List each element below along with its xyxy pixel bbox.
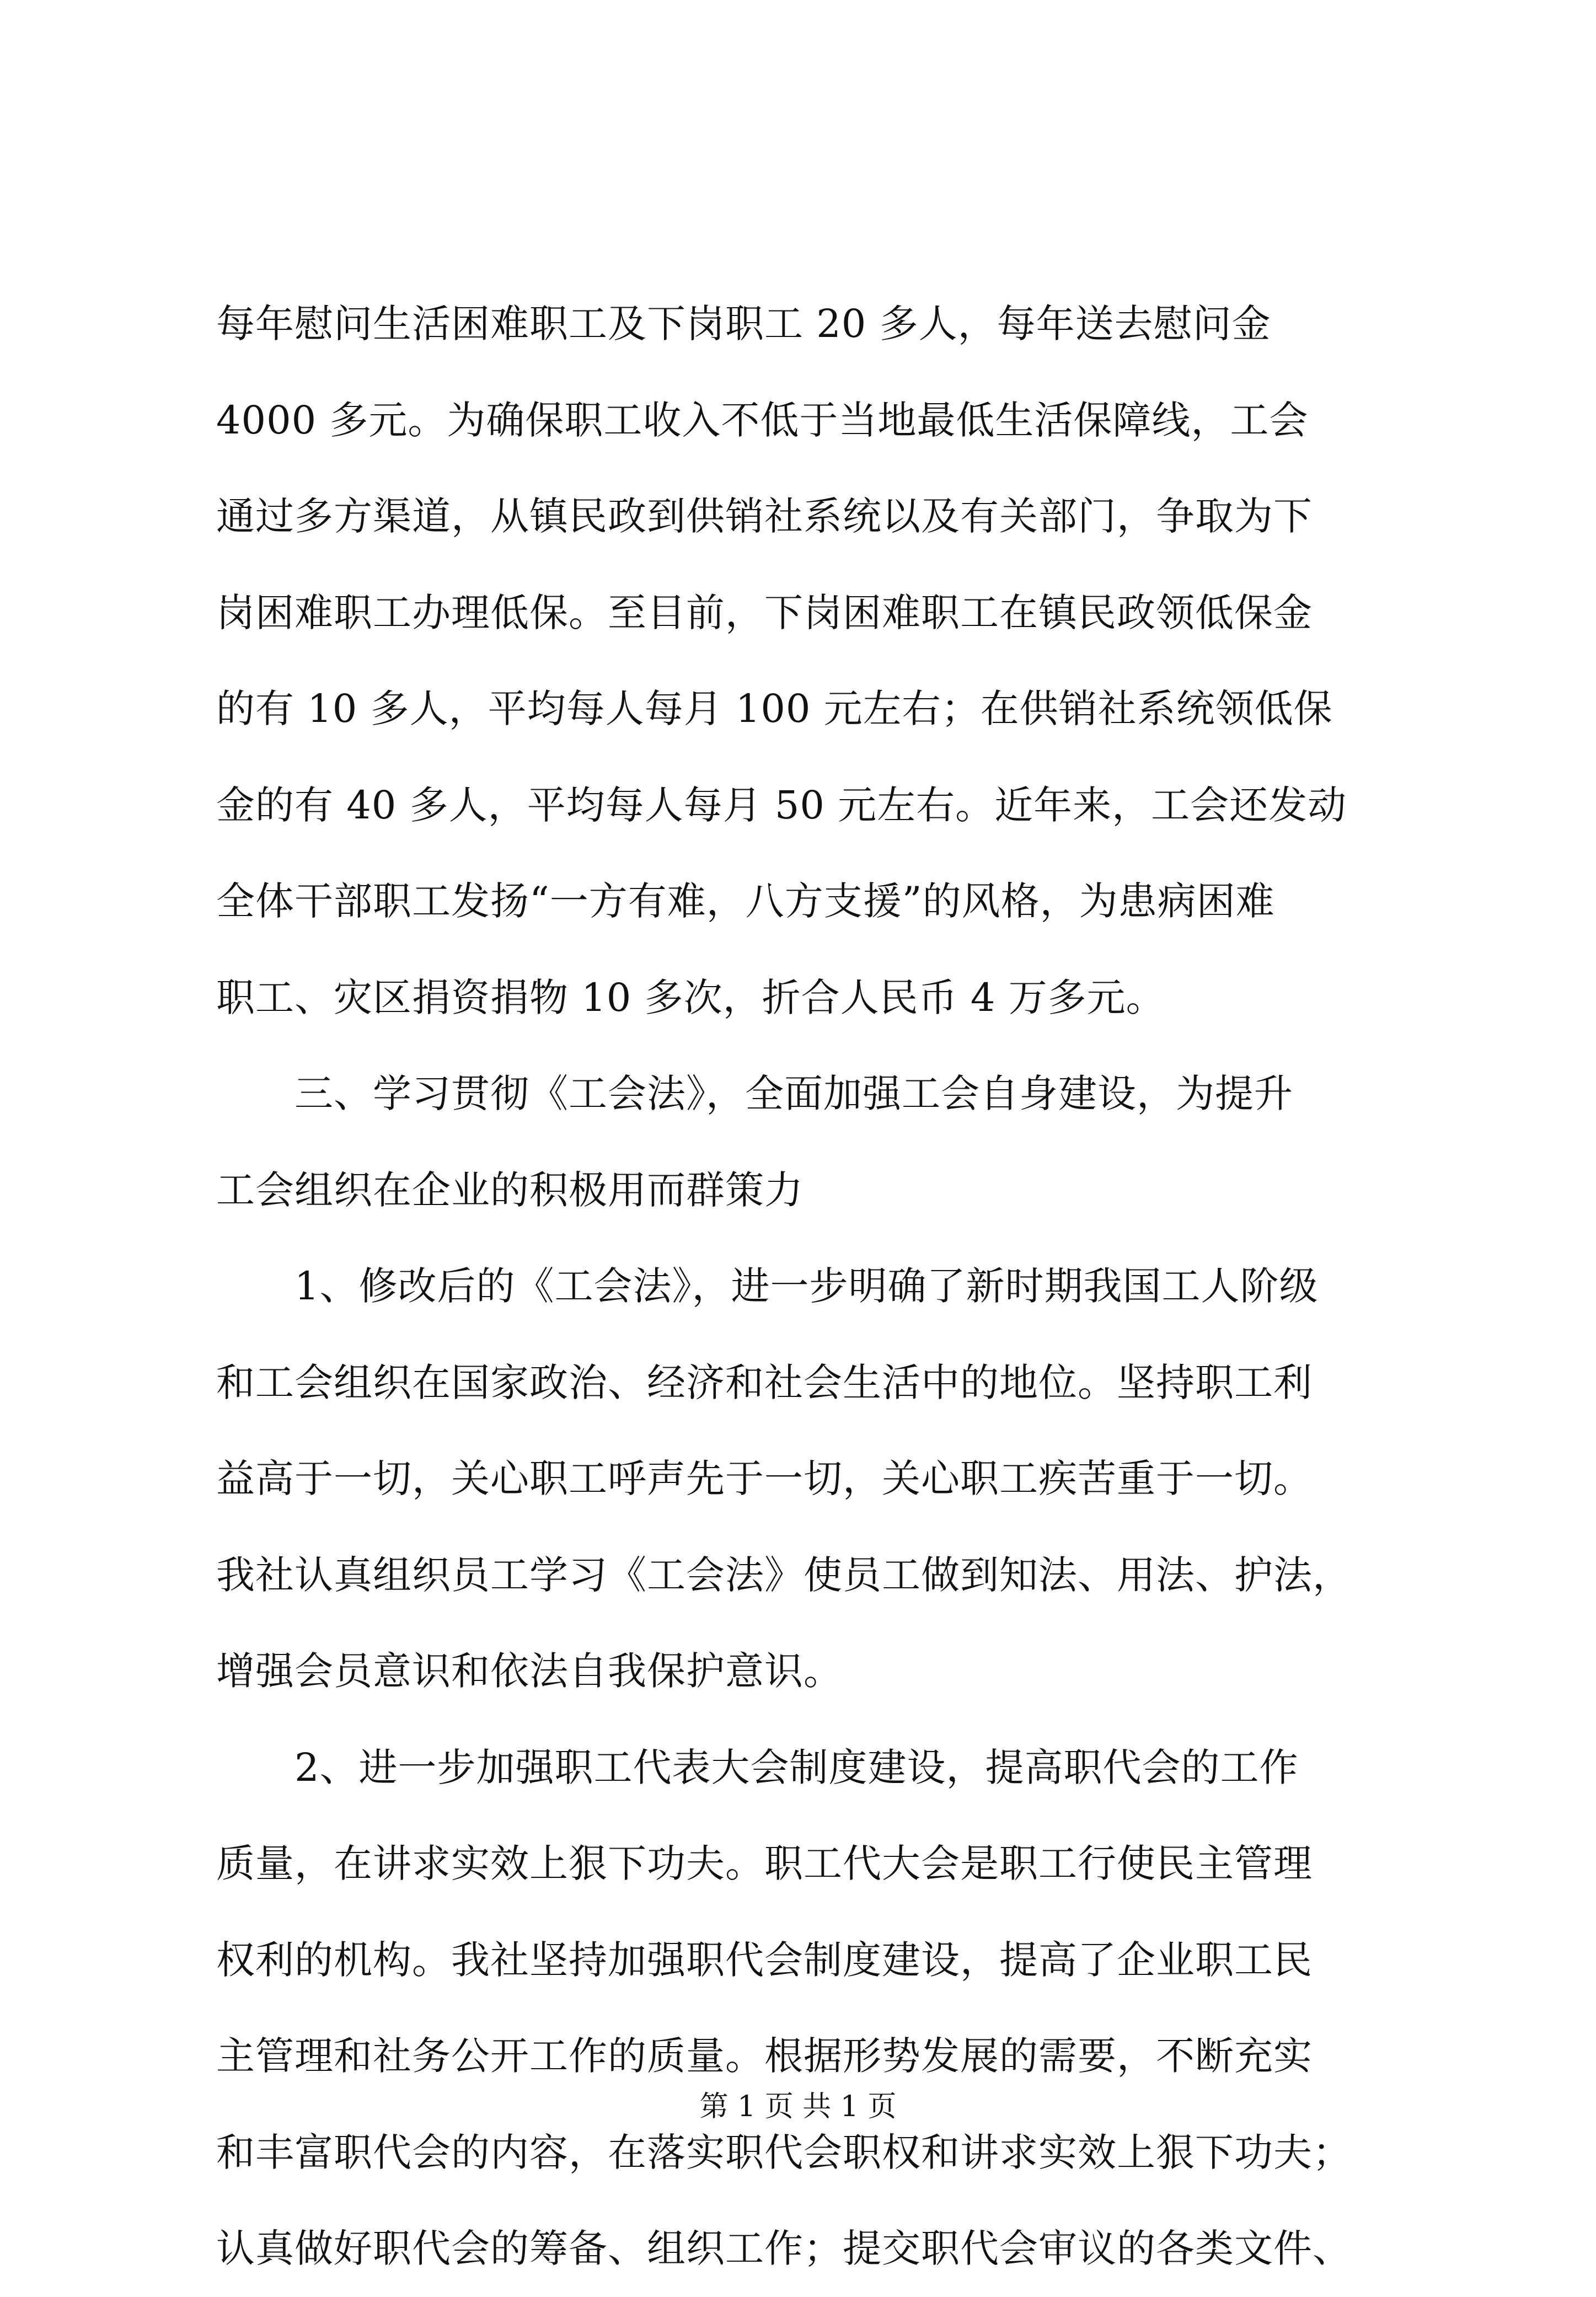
section-heading-line: 工会组织在企业的积极用而群策力	[216, 1167, 804, 1213]
text-line: 质量，在讲求实效上狠下功夫。职工代大会是职工行使民主管理	[216, 1841, 1313, 1886]
page-footer	[0, 2085, 1596, 2129]
text-line: 益高于一切，关心职工呼声先于一切，关心职工疾苦重于一切。	[216, 1456, 1313, 1501]
page-number: 第 1 页 共 1 页	[699, 2090, 897, 2123]
text-line: 权利的机构。我社坚持加强职代会制度建设，提高了企业职工民	[216, 1937, 1313, 1983]
text-line: 认真做好职代会的筹备、组织工作；提交职代会审议的各类文件、	[216, 2226, 1352, 2271]
text-line: 通过多方渠道，从镇民政到供销社系统以及有关部门，争取为下	[216, 494, 1313, 539]
section-heading-line: 三、学习贯彻《工会法》，全面加强工会自身建设，为提升	[216, 1071, 1293, 1116]
text-line: 1、修改后的《工会法》，进一步明确了新时期我国工人阶级	[216, 1263, 1319, 1309]
text-line: 和丰富职代会的内容，在落实职代会职权和讲求实效上狠下功夫；	[216, 2129, 1352, 2175]
text-line: 职工、灾区捐资捐物 10 多次，折合人民币 4 万多元。	[216, 975, 1165, 1020]
text-line: 增强会员意识和依法自我保护意识。	[216, 1648, 843, 1694]
document-body	[216, 276, 1402, 2297]
text-line: 我社认真组织员工学习《工会法》使员工做到知法、用法、护法，	[216, 1552, 1352, 1598]
text-line: 和工会组织在国家政治、经济和社会生活中的地位。坚持职工利	[216, 1359, 1313, 1405]
text-line: 的有 10 多人，平均每人每月 100 元左右；在供销社系统领低保	[216, 686, 1333, 731]
text-line: 每年慰问生活困难职工及下岗职工 20 多人，每年送去慰问金	[216, 301, 1271, 346]
text-line: 2、进一步加强职工代表大会制度建设，提高职代会的工作	[216, 1744, 1299, 1790]
text-line: 岗困难职工办理低保。至目前，下岗困难职工在镇民政领低保金	[216, 590, 1313, 635]
text-line: 4000 多元。为确保职工收入不低于当地最低生活保障线，工会	[216, 397, 1309, 443]
text-line: 主管理和社务公开工作的质量。根据形势发展的需要，不断充实	[216, 2033, 1313, 2079]
text-line: 金的有 40 多人，平均每人每月 50 元左右。近年来，工会还发动	[216, 782, 1347, 828]
text-line: 全体干部职工发扬“一方有难，八方支援”的风格，为患病困难	[216, 879, 1275, 924]
